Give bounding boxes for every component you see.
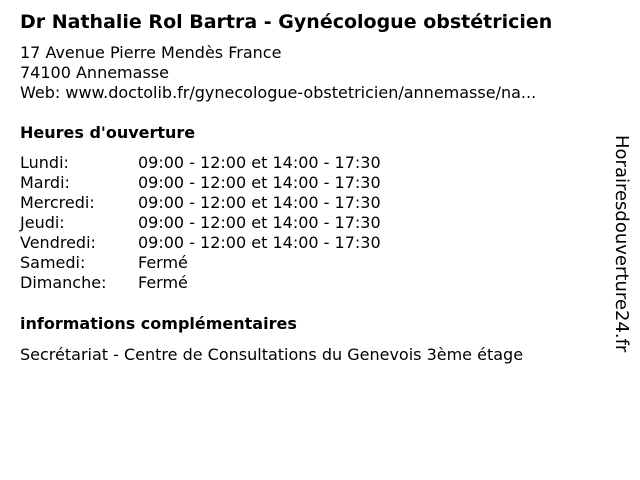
hours-heading: Heures d'ouverture [20, 123, 196, 142]
day-label: Samedi: [20, 253, 86, 272]
day-label: Vendredi: [20, 233, 96, 252]
website-line[interactable]: Web: www.doctolib.fr/gynecologue-obstetricien/annemasse/na... [20, 83, 537, 102]
hours-row-dimanche [20, 273, 381, 293]
time-value: Fermé [138, 253, 188, 272]
time-value: 09:00 - 12:00 et 14:00 - 17:30 [138, 233, 381, 252]
hours-row-mercredi [20, 193, 381, 213]
address-city: 74100 Annemasse [20, 63, 169, 82]
info-heading: informations complémentaires [20, 314, 297, 333]
page-title: Dr Nathalie Rol Bartra - Gynécologue obstétricien [20, 11, 553, 33]
day-label: Mercredi: [20, 193, 95, 212]
day-label: Lundi: [20, 153, 69, 172]
time-value: 09:00 - 12:00 et 14:00 - 17:30 [138, 193, 381, 212]
time-value: Fermé [138, 273, 188, 292]
info-text: Secrétariat - Centre de Consultations du Genevois 3ème étage [20, 345, 524, 364]
hours-row-jeudi [20, 213, 381, 233]
time-value: 09:00 - 12:00 et 14:00 - 17:30 [138, 153, 381, 172]
time-value: 09:00 - 12:00 et 14:00 - 17:30 [138, 213, 381, 232]
day-label: Mardi: [20, 173, 70, 192]
time-value: 09:00 - 12:00 et 14:00 - 17:30 [138, 173, 381, 192]
address-block [20, 43, 536, 103]
hours-row-lundi [20, 153, 381, 173]
hours-row-samedi [20, 253, 381, 273]
hours-row-mardi [20, 173, 381, 193]
day-label: Jeudi: [20, 213, 65, 232]
address-street: 17 Avenue Pierre Mendès France [20, 43, 282, 62]
hours-row-vendredi [20, 233, 381, 253]
hours-table [20, 153, 381, 293]
site-watermark: Horairesdouverture24.fr [611, 135, 632, 353]
day-label: Dimanche: [20, 273, 107, 292]
